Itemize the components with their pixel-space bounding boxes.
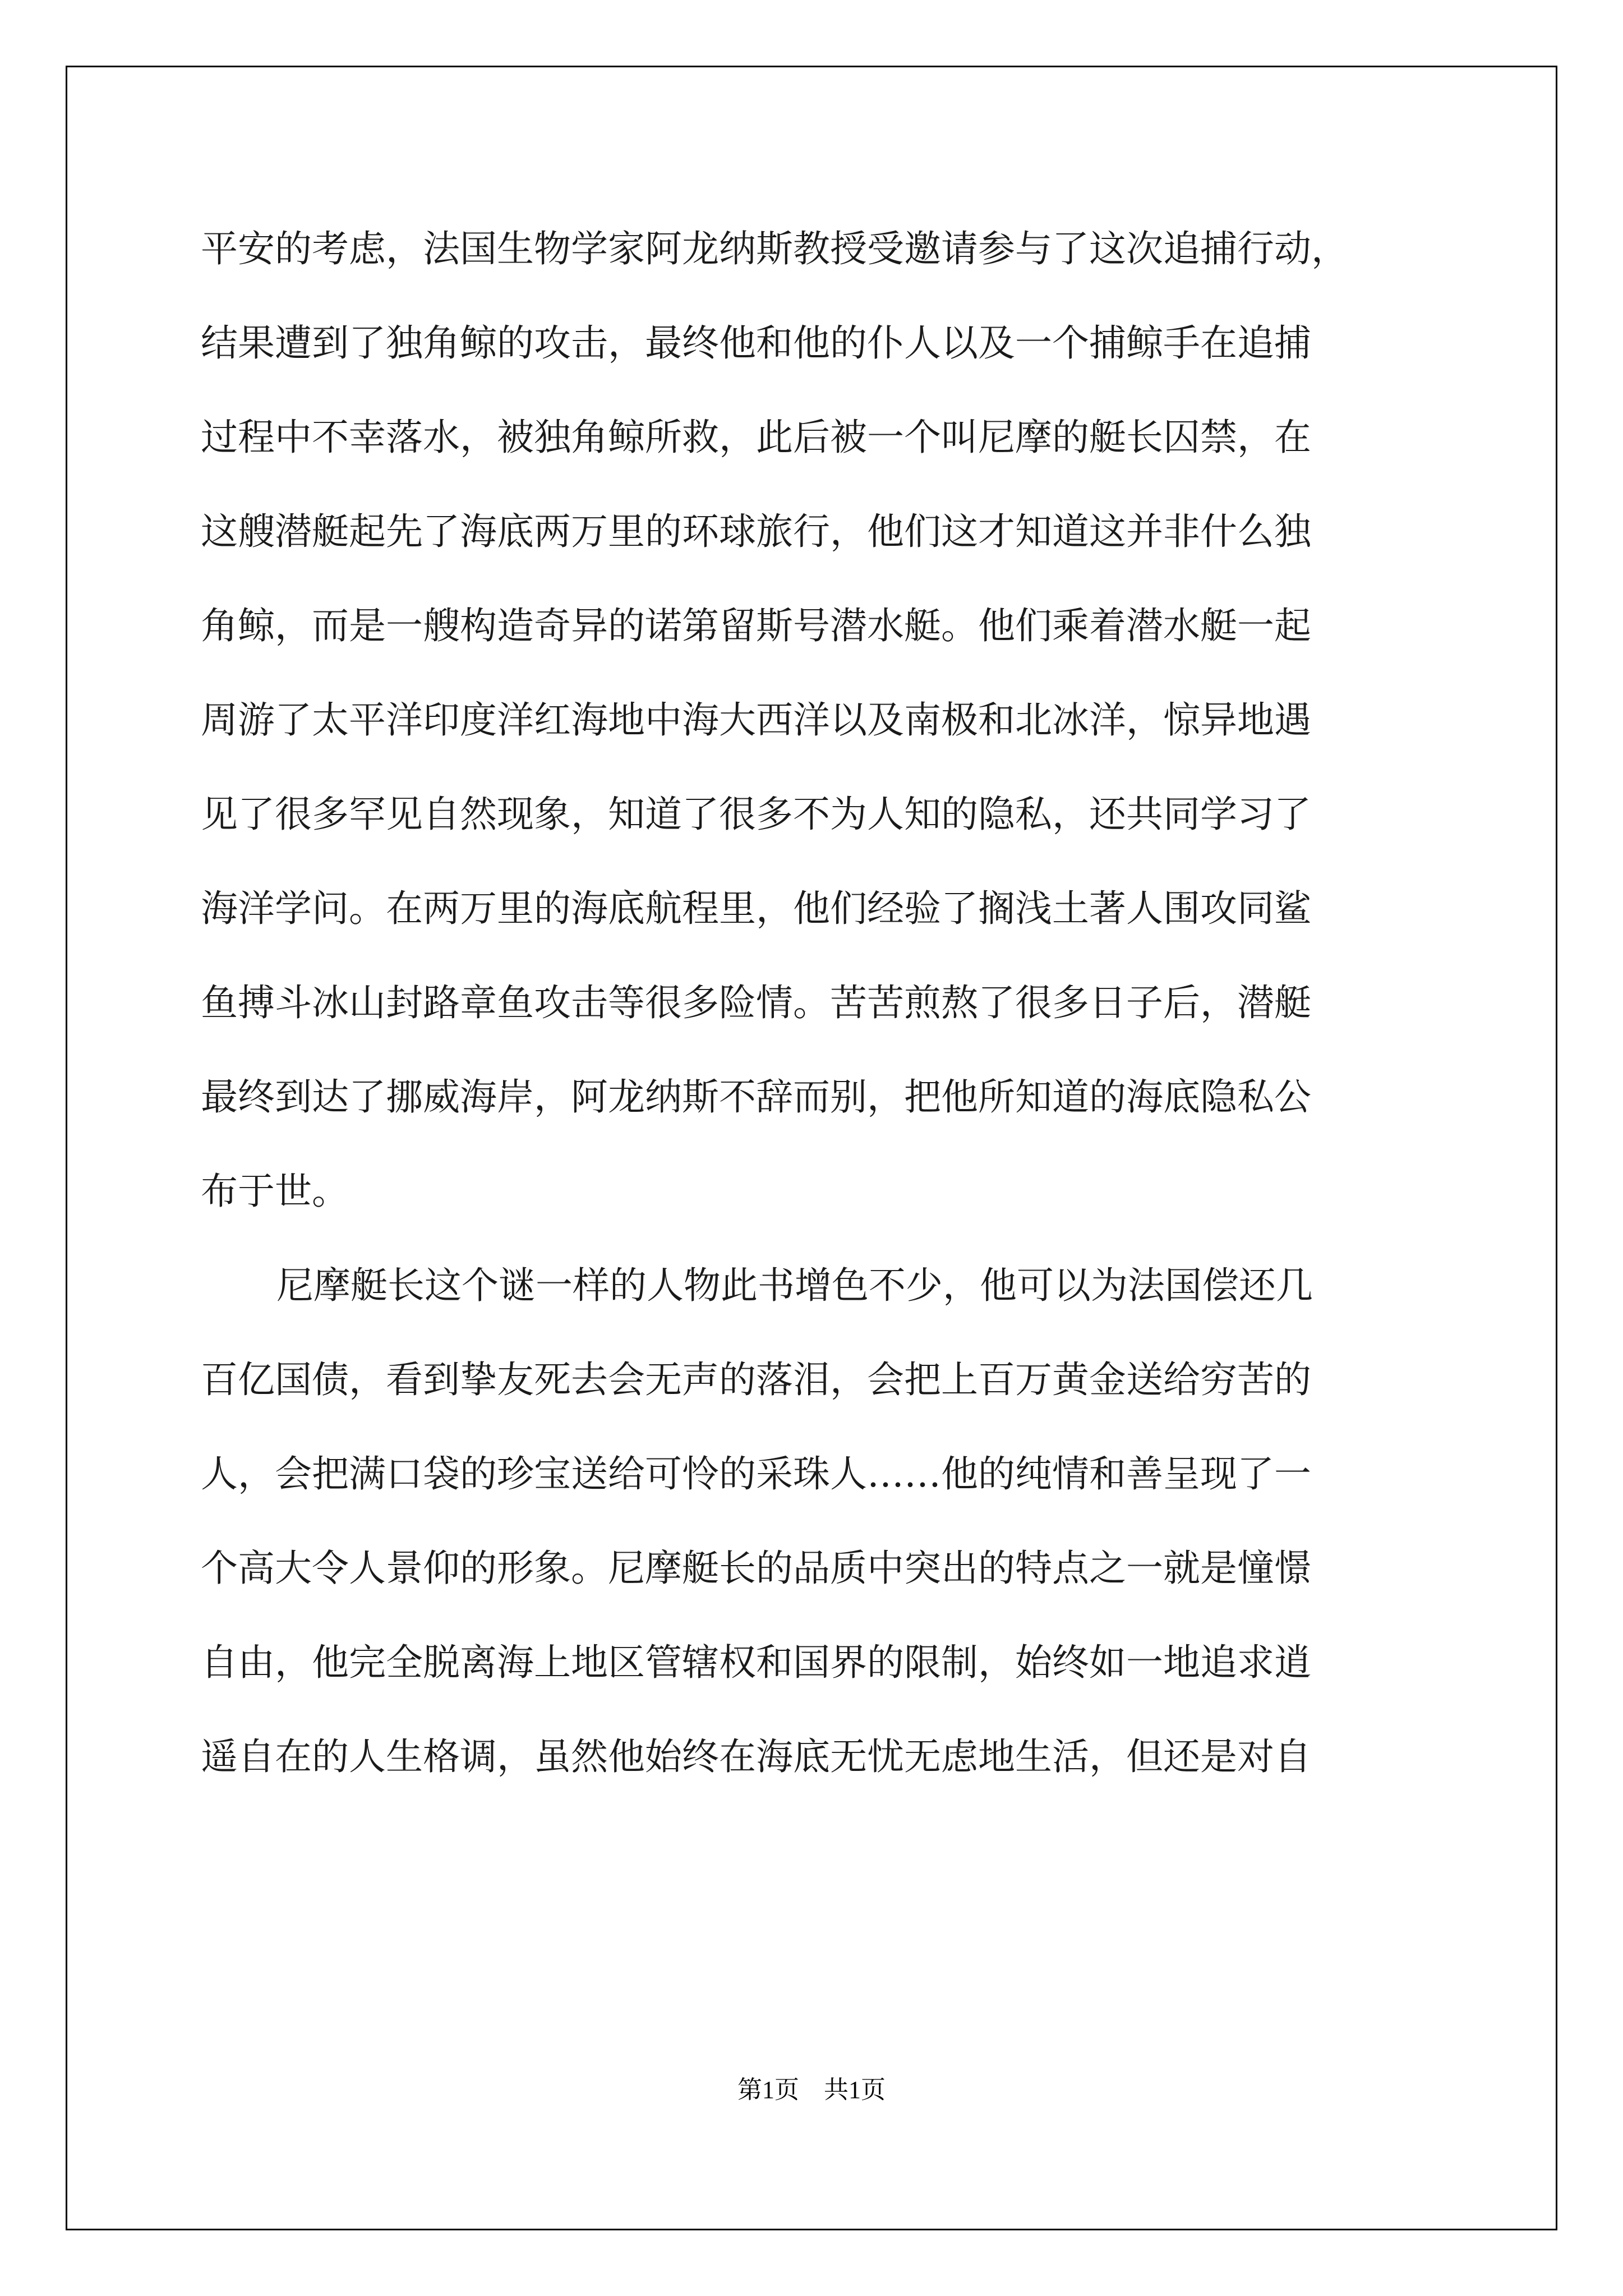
text-line: 布于世。: [201, 1170, 349, 1213]
text-line: 这艘潜艇起先了海底两万里的环球旅行，他们这才知道这并非什么独: [201, 510, 1311, 553]
text-line: 人，会把满口袋的珍宝送给可怜的采珠人……他的纯情和善呈现了一: [201, 1452, 1311, 1496]
text-line: 个高大令人景仰的形象。尼摩艇长的品质中突出的特点之一就是憧憬: [201, 1547, 1311, 1590]
text-line: 海洋学问。在两万里的海底航程里，他们经验了搁浅土著人围攻同鲨: [201, 887, 1311, 930]
text-line: 见了很多罕见自然现象，知道了很多不为人知的隐私，还共同学习了: [201, 793, 1311, 836]
document-body: [201, 202, 1435, 1804]
page-number-footer: 第1页 共1页: [737, 2076, 886, 2104]
text-line: 百亿国债，看到挚友死去会无声的落泪，会把上百万黄金送给穷苦的: [201, 1358, 1311, 1401]
text-line: 结果遭到了独角鲸的攻击，最终他和他的仆人以及一个捕鲸手在追捕: [201, 321, 1311, 365]
text-line: 周游了太平洋印度洋红海地中海大西洋以及南极和北冰洋，惊异地遇: [201, 698, 1311, 742]
text-line: 自由，他完全脱离海上地区管辖权和国界的限制，始终如一地追求逍: [201, 1641, 1311, 1684]
text-line: 平安的考虑，法国生物学家阿龙纳斯教授受邀请参与了这次追捕行动，: [201, 227, 1348, 270]
text-line: 遥自在的人生格调，虽然他始终在海底无忧无虑地生活，但还是对自: [201, 1735, 1311, 1778]
paragraph-start-line: 尼摩艇长这个谜一样的人物此书增色不少，他可以为法国偿还几: [276, 1264, 1313, 1307]
text-line: 最终到达了挪威海岸，阿龙纳斯不辞而别，把他所知道的海底隐私公: [201, 1075, 1311, 1119]
text-line: 过程中不幸落水，被独角鲸所救，此后被一个叫尼摩的艇长囚禁，在: [201, 416, 1311, 459]
text-line: 角鲸，而是一艘构造奇异的诺第留斯号潜水艇。他们乘着潜水艇一起: [201, 604, 1311, 647]
text-line: 鱼搏斗冰山封路章鱼攻击等很多险情。苦苦煎熬了很多日子后，潜艇: [201, 981, 1311, 1024]
